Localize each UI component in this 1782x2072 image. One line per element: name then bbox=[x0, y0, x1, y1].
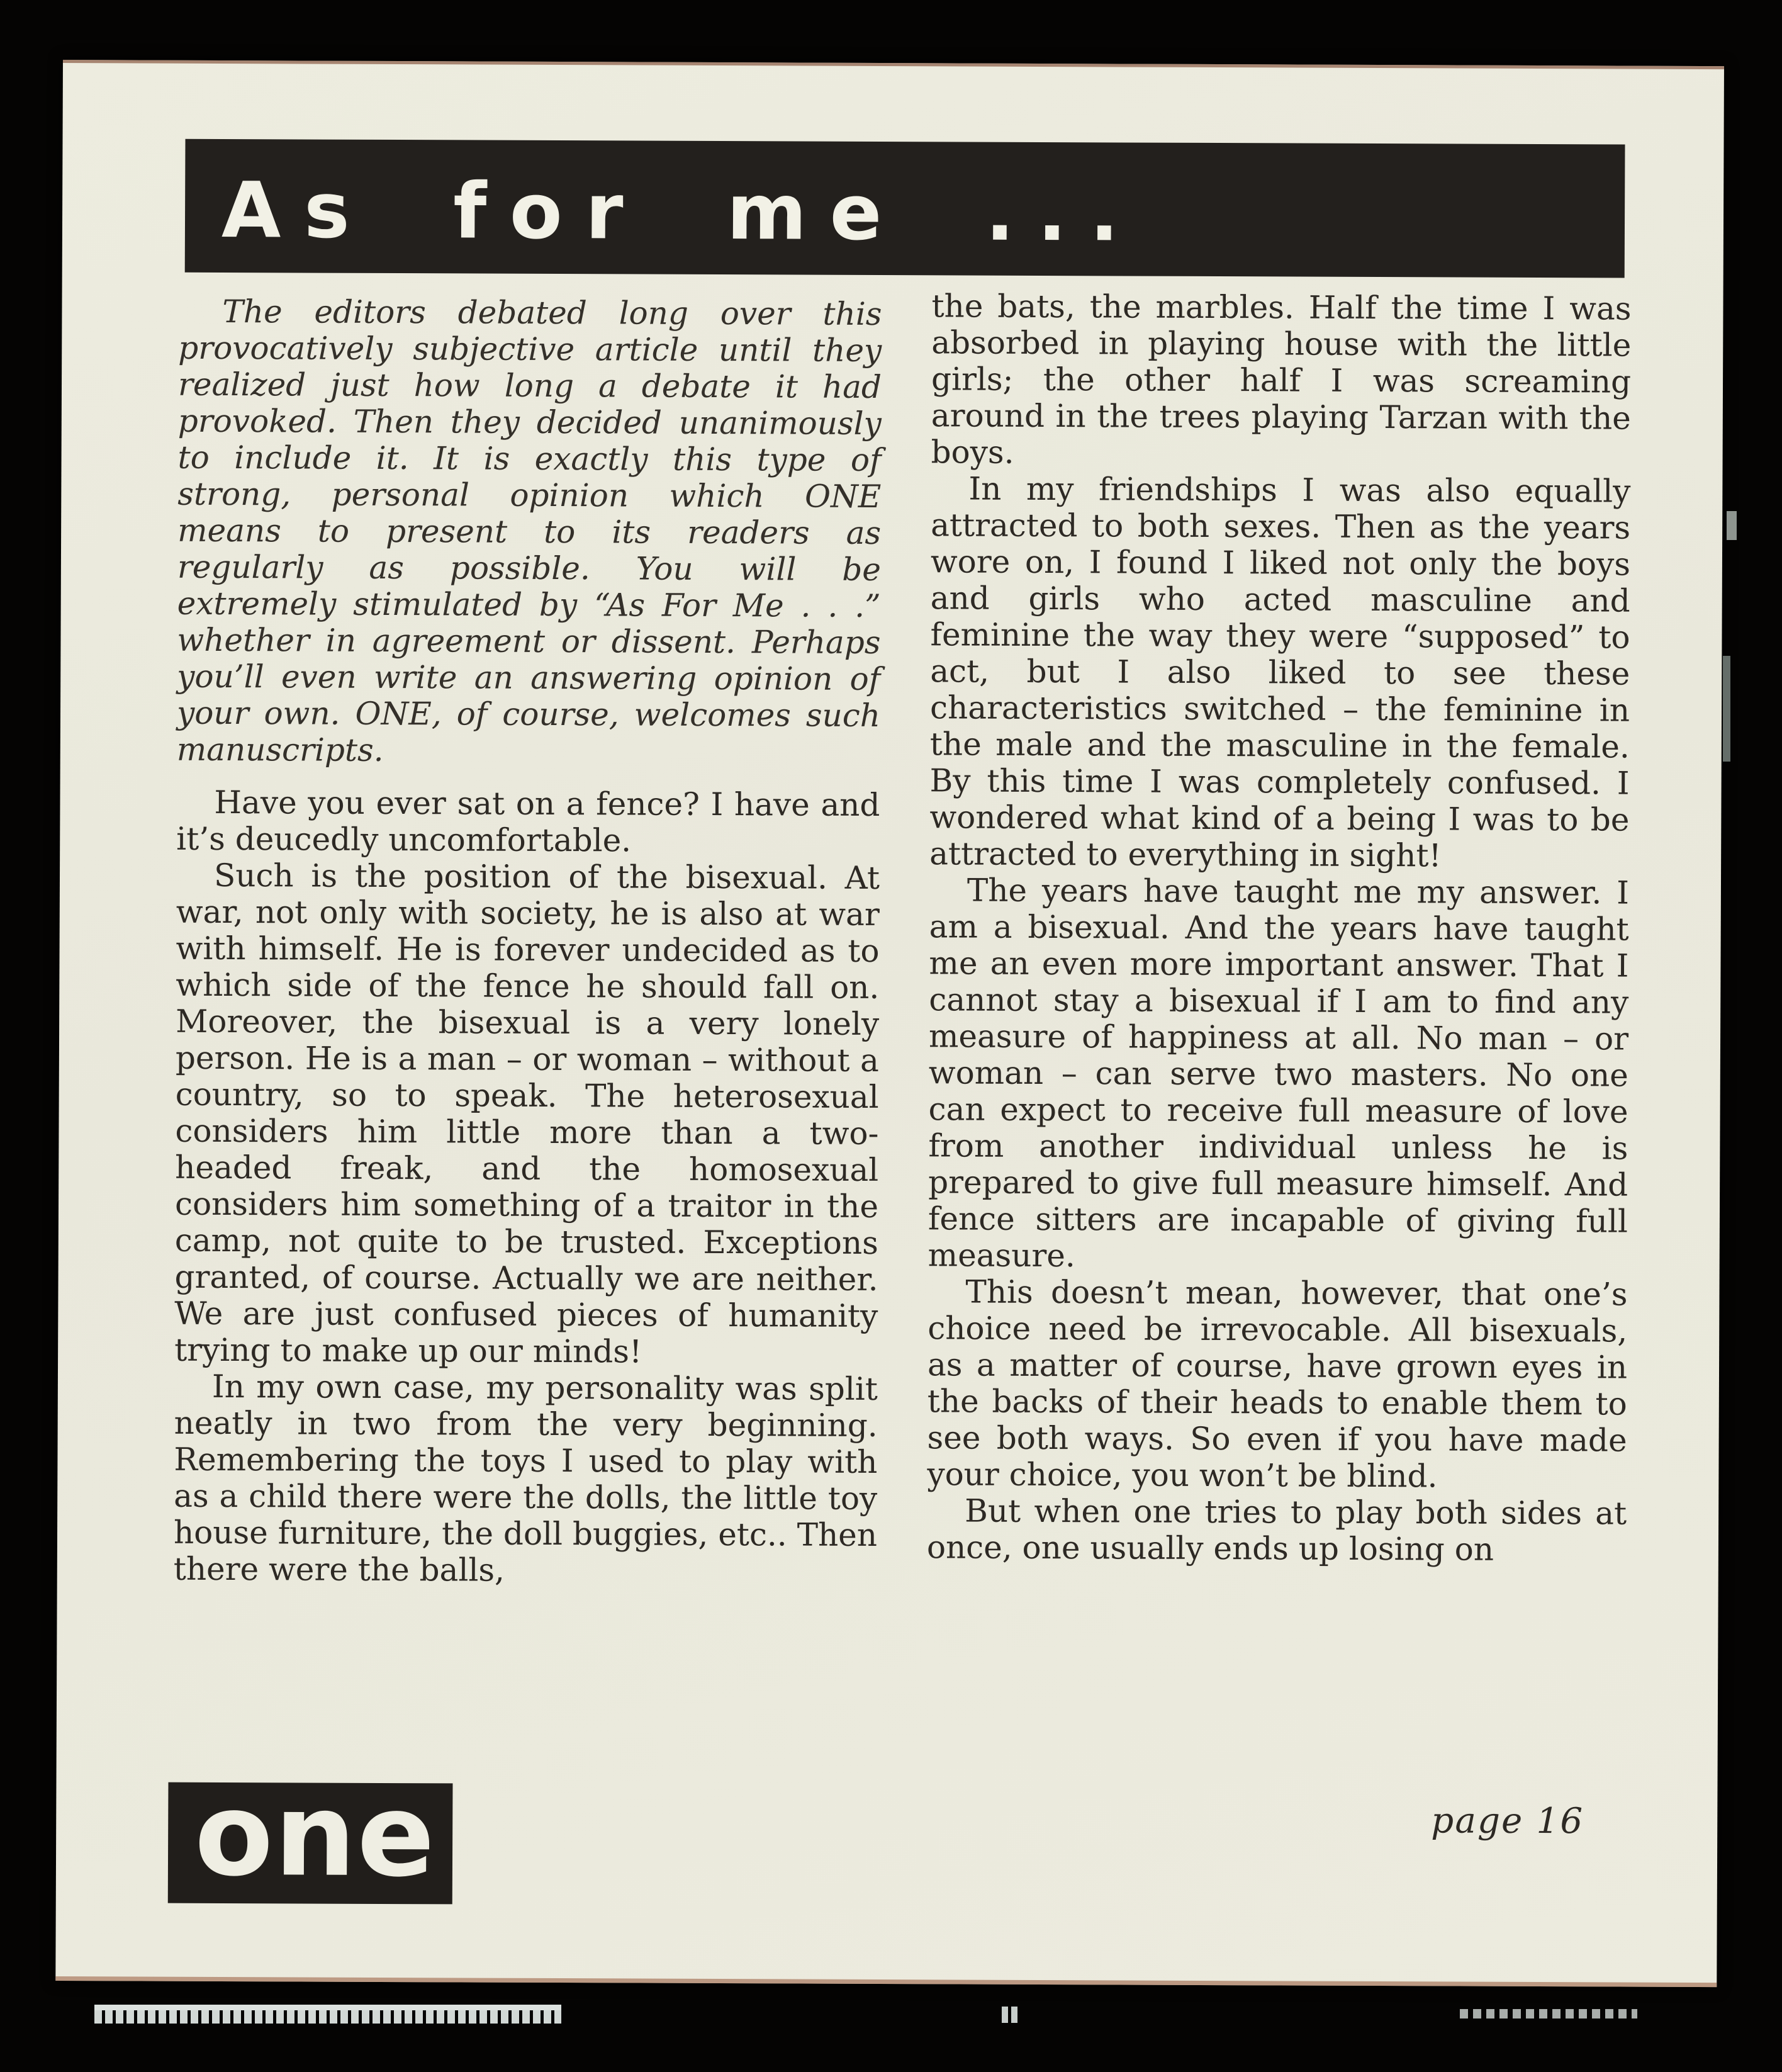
body-paragraph: In my friendships I was also equally attracted to both sexes. Then as the years wore on, I found I liked not only the boys and girls who acted masculine and feminine the way they were “supposed” to act, but I also liked to see these characteristics switched – the feminine in the male and the masculine in the female. By this time I was completely confused. I wondered what kind of a being I was to be attracted to everything in sight! bbox=[929, 470, 1631, 874]
film-sprocket-marks-right bbox=[1460, 2009, 1637, 2019]
page-edge-mark-lower bbox=[1723, 656, 1730, 762]
body-paragraph: the bats, the marbles. Half the time I was absorbed in playing house with the little girls; the other half I was screaming around in the trees playing Tarzan with the boys. bbox=[931, 288, 1632, 471]
body-paragraph: In my own case, my personality was split neatly in two from the very beginning. Remembering the toys I used to play with as a child there were the dolls, the little toy house furniture, the doll buggies, etc.. Then there were the balls, bbox=[173, 1368, 878, 1589]
one-logo-text: one bbox=[194, 1767, 437, 1903]
body-paragraph: The years have taught me my answer. I am a bisexual. And the years have taught me an even more important answer. That I cannot stay a bisexual if I am to find any measure of happiness at all. No man – or woman – can serve two masters. No one can expect to receive full measure of love from another individual unless he is prepared to give full measure himself. And fence sitters are incapable of giving full measure. bbox=[927, 872, 1630, 1275]
magazine-page bbox=[55, 60, 1724, 1987]
text-column-right bbox=[927, 288, 1632, 1568]
body-paragraph: Have you ever sat on a fence? I have and it’s deucedly uncomfortable. bbox=[176, 784, 880, 859]
body-paragraph: This doesn’t mean, however, that one’s choice need be irrevocable. All bisexuals, as a matter of course, have grown eyes in the backs of their heads to enable them to see both ways. So even if you have made your choice, you won’t be blind. bbox=[927, 1273, 1628, 1495]
article-title: As for me ... bbox=[221, 165, 1142, 259]
film-sprocket-marks-left bbox=[94, 2005, 561, 2024]
editors-note-paragraph: The editors debated long over this provocatively subjective article until they realized just how long a debate it had provoked. Then they decided unanimously to include it. It is exactly this type of strong, personal opinion which ONE means to present to its readers as regularly as possible. You will be extremely stimulated by “As For Me . . .” whether in agreement or dissent. Perhaps you’ll even write an answering opinion of your own. ONE, of course, welcomes such manuscripts. bbox=[176, 293, 882, 769]
article-title-banner bbox=[185, 139, 1625, 278]
text-column-left bbox=[174, 293, 882, 1590]
body-paragraph: Such is the position of the bisexual. At war, not only with society, he is also at war with himself. He is forever undecided as to which side of the fence he should fall on. Moreover, the bisexual is a very lonely person. He is a man – or woman – without a country, so to speak. The heterosexual considers him little more than a two-headed freak, and the homosexual considers him something of a traitor in the camp, not quite to be trusted. Exceptions granted, of course. Actually we are neither. We are just confused pieces of humanity trying to make up our minds! bbox=[174, 857, 880, 1370]
body-paragraph: But when one tries to play both sides at once, one usually ends up losing on bbox=[926, 1492, 1627, 1568]
page-number: page 16 bbox=[1431, 1800, 1584, 1842]
page-edge-mark-upper bbox=[1727, 511, 1737, 540]
film-sprocket-mark-center bbox=[1002, 2007, 1021, 2023]
one-magazine-logo bbox=[168, 1767, 453, 1905]
